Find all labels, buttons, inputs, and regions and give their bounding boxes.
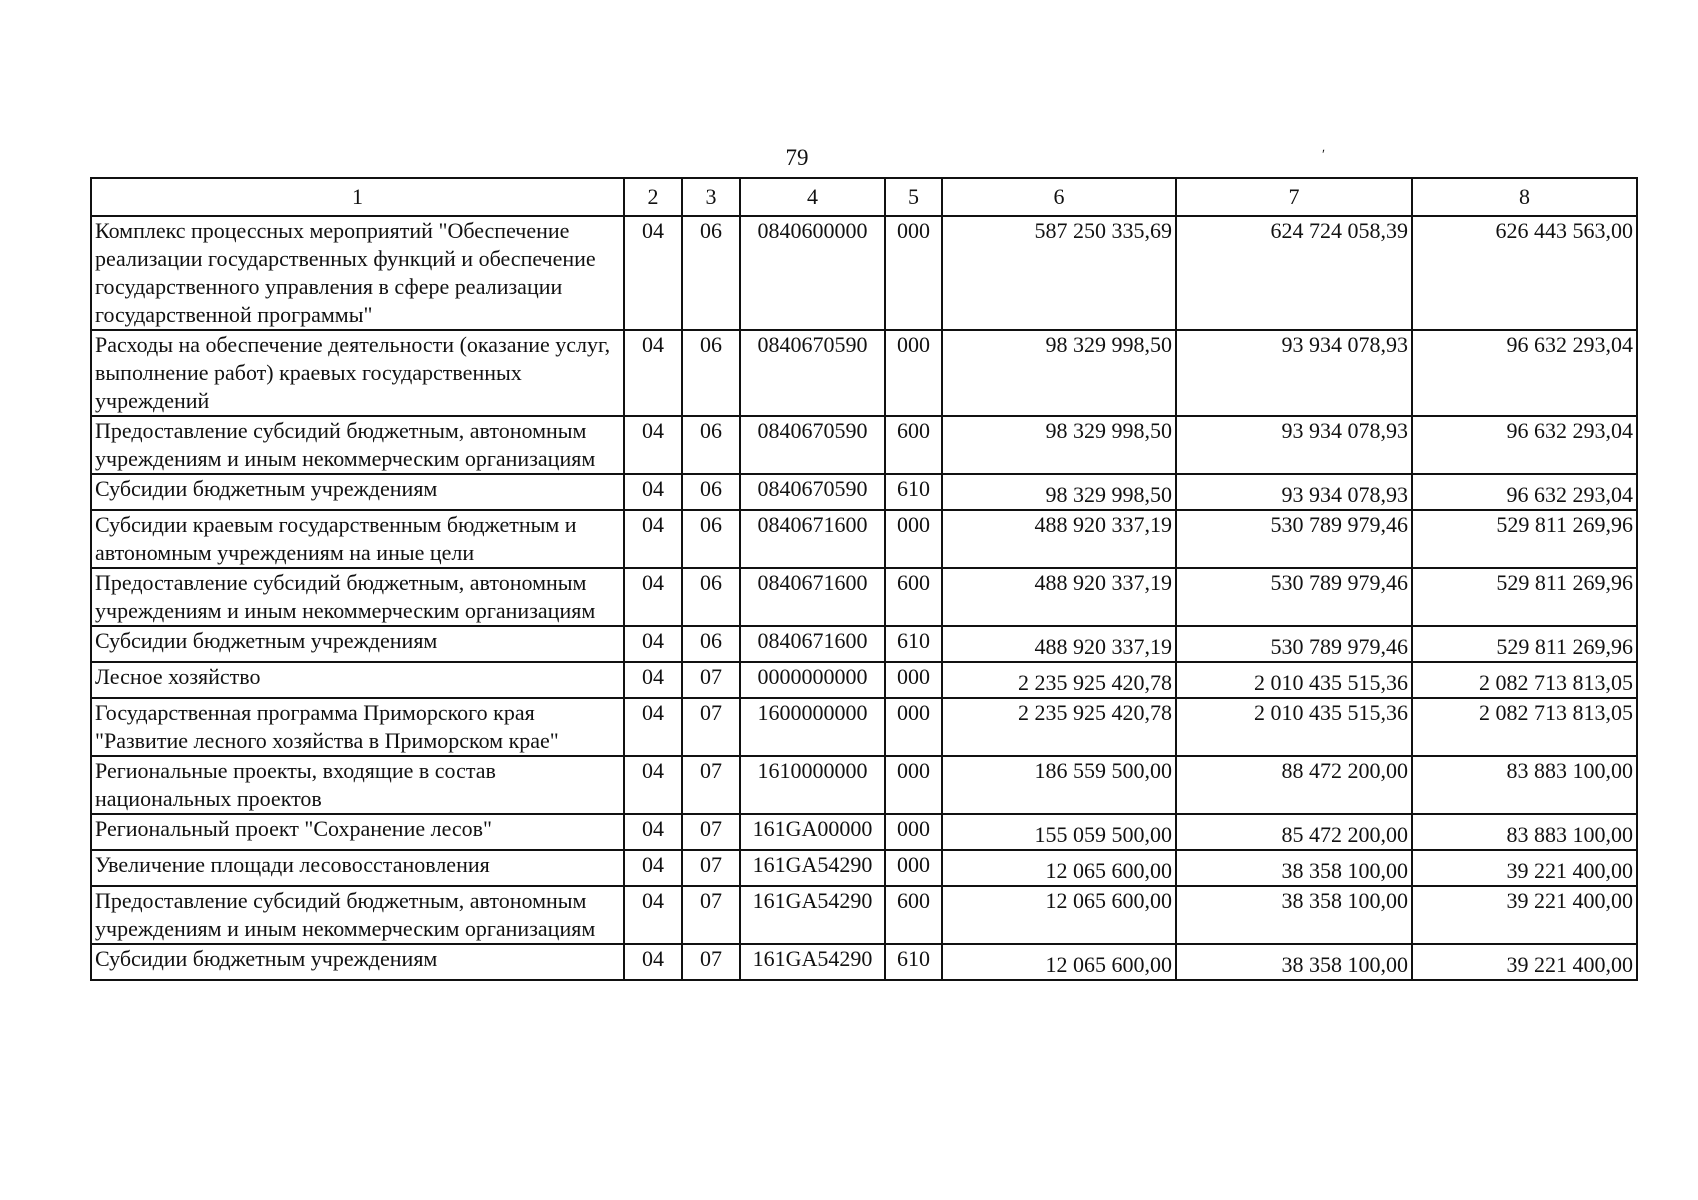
target-article-code: 0840671600: [740, 510, 885, 568]
amount-col7: 93 934 078,93: [1176, 416, 1412, 474]
table-row: [91, 756, 1637, 814]
amount-col6: 488 920 337,19: [942, 568, 1176, 626]
amount-col8: 96 632 293,04: [1412, 330, 1637, 416]
target-article-code: 161GA54290: [740, 944, 885, 980]
amount-col7: 93 934 078,93: [1176, 474, 1412, 510]
expense-type-code: 610: [885, 944, 942, 980]
amount-col8: 83 883 100,00: [1412, 756, 1637, 814]
amount-col7: 624 724 058,39: [1176, 216, 1412, 330]
amount-col6: 587 250 335,69: [942, 216, 1176, 330]
expense-type-code: 600: [885, 886, 942, 944]
row-name: Субсидии бюджетным учреждениям: [91, 944, 624, 980]
header-cell: 8: [1412, 178, 1637, 216]
expense-type-code: 000: [885, 330, 942, 416]
amount-col8: 96 632 293,04: [1412, 416, 1637, 474]
row-name: Лесное хозяйство: [91, 662, 624, 698]
row-name: Субсидии бюджетным учреждениям: [91, 474, 624, 510]
amount-col8: 39 221 400,00: [1412, 850, 1637, 886]
section-code: 04: [624, 626, 682, 662]
amount-col6: 98 329 998,50: [942, 474, 1176, 510]
amount-col6: 186 559 500,00: [942, 756, 1176, 814]
amount-col7: 38 358 100,00: [1176, 850, 1412, 886]
table-row: [91, 662, 1637, 698]
row-name: Комплекс процессных мероприятий "Обеспечение реализации государственных функций и обеспечение государственного управления в сфере реализации государственной программы": [91, 216, 624, 330]
header-cell: 7: [1176, 178, 1412, 216]
amount-col8: 529 811 269,96: [1412, 626, 1637, 662]
subsection-code: 06: [682, 416, 740, 474]
expense-type-code: 000: [885, 814, 942, 850]
target-article-code: 0840671600: [740, 568, 885, 626]
section-code: 04: [624, 814, 682, 850]
table-row: [91, 626, 1637, 662]
expense-type-code: 000: [885, 510, 942, 568]
amount-col6: 12 065 600,00: [942, 850, 1176, 886]
expense-type-code: 000: [885, 698, 942, 756]
expense-type-code: 610: [885, 626, 942, 662]
row-name: Субсидии бюджетным учреждениям: [91, 626, 624, 662]
target-article-code: 0840670590: [740, 330, 885, 416]
amount-col6: 2 235 925 420,78: [942, 698, 1176, 756]
table-row: [91, 510, 1637, 568]
expense-type-code: 600: [885, 568, 942, 626]
target-article-code: 0840600000: [740, 216, 885, 330]
amount-col6: 12 065 600,00: [942, 886, 1176, 944]
amount-col6: 488 920 337,19: [942, 510, 1176, 568]
table-row: [91, 568, 1637, 626]
amount-col7: 2 010 435 515,36: [1176, 698, 1412, 756]
amount-col8: 529 811 269,96: [1412, 568, 1637, 626]
amount-col7: 38 358 100,00: [1176, 886, 1412, 944]
section-code: 04: [624, 416, 682, 474]
subsection-code: 06: [682, 510, 740, 568]
section-code: 04: [624, 216, 682, 330]
expense-type-code: 000: [885, 756, 942, 814]
subsection-code: 06: [682, 474, 740, 510]
page-number: [0, 145, 1698, 171]
amount-col8: 83 883 100,00: [1412, 814, 1637, 850]
amount-col6: 98 329 998,50: [942, 416, 1176, 474]
section-code: 04: [624, 850, 682, 886]
subsection-code: 07: [682, 886, 740, 944]
section-code: 04: [624, 474, 682, 510]
amount-col8: 96 632 293,04: [1412, 474, 1637, 510]
amount-col7: 2 010 435 515,36: [1176, 662, 1412, 698]
row-name: Увеличение площади лесовосстановления: [91, 850, 624, 886]
target-article-code: 0000000000: [740, 662, 885, 698]
expense-type-code: 000: [885, 662, 942, 698]
target-article-code: 161GA54290: [740, 886, 885, 944]
amount-col7: 530 789 979,46: [1176, 568, 1412, 626]
subsection-code: 07: [682, 850, 740, 886]
header-cell: 5: [885, 178, 942, 216]
amount-col7: 85 472 200,00: [1176, 814, 1412, 850]
subsection-code: 06: [682, 330, 740, 416]
page-number-text: 79: [785, 145, 809, 170]
section-code: 04: [624, 886, 682, 944]
expense-type-code: 000: [885, 216, 942, 330]
amount-col8: 39 221 400,00: [1412, 886, 1637, 944]
table-row: [91, 814, 1637, 850]
row-name: Предоставление субсидий бюджетным, автономным учреждениям и иным некоммерческим организациям: [91, 416, 624, 474]
amount-col7: 530 789 979,46: [1176, 626, 1412, 662]
subsection-code: 07: [682, 662, 740, 698]
expense-type-code: 000: [885, 850, 942, 886]
table-row: [91, 698, 1637, 756]
amount-col6: 2 235 925 420,78: [942, 662, 1176, 698]
subsection-code: 06: [682, 568, 740, 626]
amount-col6: 12 065 600,00: [942, 944, 1176, 980]
target-article-code: 0840670590: [740, 474, 885, 510]
amount-col6: 155 059 500,00: [942, 814, 1176, 850]
row-name: Региональный проект "Сохранение лесов": [91, 814, 624, 850]
amount-col7: 88 472 200,00: [1176, 756, 1412, 814]
budget-table: [90, 177, 1638, 981]
table-row: [91, 216, 1637, 330]
section-code: 04: [624, 944, 682, 980]
row-name: Предоставление субсидий бюджетным, автономным учреждениям и иным некоммерческим организациям: [91, 886, 624, 944]
row-name: Государственная программа Приморского края "Развитие лесного хозяйства в Приморском крае": [91, 698, 624, 756]
header-cell: 4: [740, 178, 885, 216]
expense-type-code: 600: [885, 416, 942, 474]
amount-col7: 93 934 078,93: [1176, 330, 1412, 416]
amount-col7: 530 789 979,46: [1176, 510, 1412, 568]
section-code: 04: [624, 756, 682, 814]
subsection-code: 07: [682, 814, 740, 850]
section-code: 04: [624, 568, 682, 626]
table-row: [91, 416, 1637, 474]
row-name: Региональные проекты, входящие в состав национальных проектов: [91, 756, 624, 814]
expense-type-code: 610: [885, 474, 942, 510]
target-article-code: 0840670590: [740, 416, 885, 474]
amount-col8: 529 811 269,96: [1412, 510, 1637, 568]
row-name: Предоставление субсидий бюджетным, автономным учреждениям и иным некоммерческим организациям: [91, 568, 624, 626]
amount-col8: 2 082 713 813,05: [1412, 698, 1637, 756]
section-code: 04: [624, 698, 682, 756]
section-code: 04: [624, 510, 682, 568]
amount-col6: 98 329 998,50: [942, 330, 1176, 416]
amount-col8: 39 221 400,00: [1412, 944, 1637, 980]
table-row: [91, 944, 1637, 980]
subsection-code: 06: [682, 216, 740, 330]
table-row: [91, 886, 1637, 944]
subsection-code: 07: [682, 698, 740, 756]
target-article-code: 161GA00000: [740, 814, 885, 850]
amount-col6: 488 920 337,19: [942, 626, 1176, 662]
section-code: 04: [624, 330, 682, 416]
section-code: 04: [624, 662, 682, 698]
table-row: [91, 850, 1637, 886]
target-article-code: 1600000000: [740, 698, 885, 756]
target-article-code: 161GA54290: [740, 850, 885, 886]
header-cell: 6: [942, 178, 1176, 216]
header-cell: 3: [682, 178, 740, 216]
scan-mark: ʹ: [1322, 148, 1326, 163]
row-name: Субсидии краевым государственным бюджетным и автономным учреждениям на иные цели: [91, 510, 624, 568]
subsection-code: 07: [682, 944, 740, 980]
header-row: [91, 178, 1637, 216]
table-row: [91, 474, 1637, 510]
header-cell: 2: [624, 178, 682, 216]
amount-col8: 2 082 713 813,05: [1412, 662, 1637, 698]
amount-col8: 626 443 563,00: [1412, 216, 1637, 330]
row-name: Расходы на обеспечение деятельности (оказание услуг, выполнение работ) краевых государственных учреждений: [91, 330, 624, 416]
target-article-code: 0840671600: [740, 626, 885, 662]
subsection-code: 06: [682, 626, 740, 662]
table-row: [91, 330, 1637, 416]
subsection-code: 07: [682, 756, 740, 814]
amount-col7: 38 358 100,00: [1176, 944, 1412, 980]
target-article-code: 1610000000: [740, 756, 885, 814]
header-cell: 1: [91, 178, 624, 216]
